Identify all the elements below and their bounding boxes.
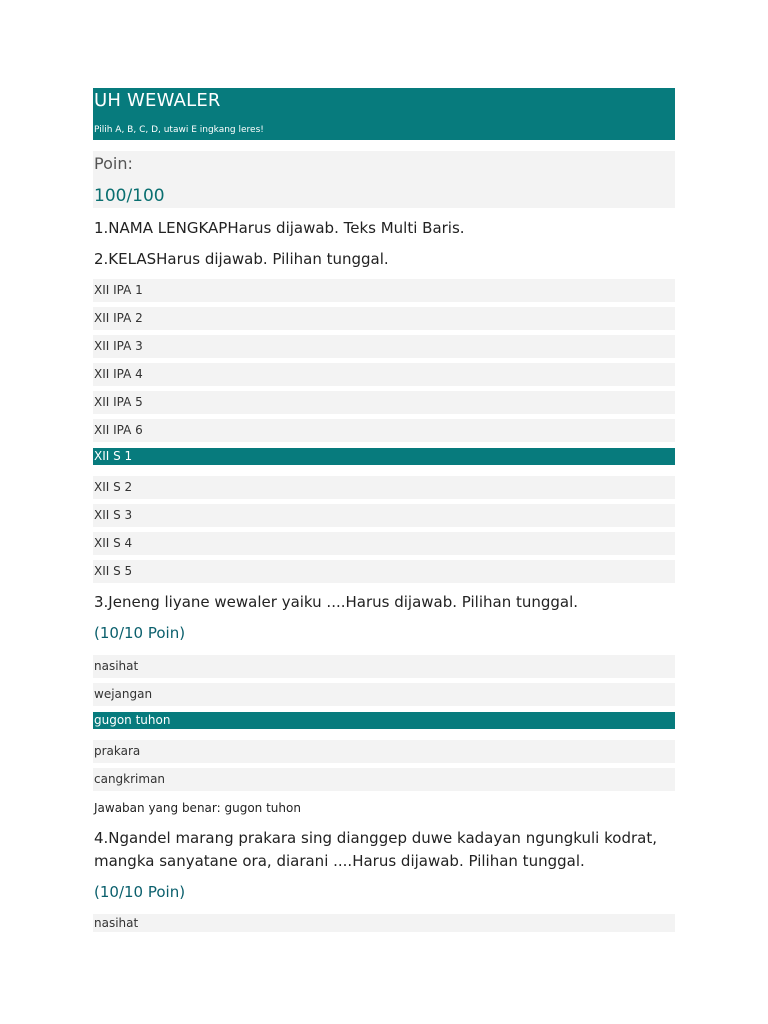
option-wejangan[interactable]: wejangan	[93, 683, 675, 706]
quiz-page	[93, 88, 675, 937]
score-label: Poin:	[94, 154, 133, 173]
option-xii-s-3[interactable]: XII S 3	[93, 504, 675, 527]
quiz-subtitle: Pilih A, B, C, D, utawi E ingkang leres!	[94, 125, 264, 135]
quiz-title: UH WEWALER	[94, 90, 221, 111]
question-3-correct-answer: Jawaban yang benar: gugon tuhon	[94, 801, 301, 815]
question-2-options	[93, 279, 675, 583]
option-xii-ipa-4[interactable]: XII IPA 4	[93, 363, 675, 386]
score-value: 100/100	[94, 186, 165, 206]
question-2-text: 2.KELASHarus dijawab. Pilihan tunggal.	[94, 250, 389, 268]
option-gugon-tuhon-selected[interactable]: gugon tuhon	[93, 712, 675, 729]
question-4-options	[93, 914, 675, 932]
quiz-header	[93, 88, 675, 140]
option-xii-ipa-6[interactable]: XII IPA 6	[93, 419, 675, 442]
option-xii-s-5[interactable]: XII S 5	[93, 560, 675, 583]
option-xii-ipa-1[interactable]: XII IPA 1	[93, 279, 675, 302]
option-prakara[interactable]: prakara	[93, 740, 675, 763]
option-xii-s-2[interactable]: XII S 2	[93, 476, 675, 499]
option-xii-ipa-5[interactable]: XII IPA 5	[93, 391, 675, 414]
question-3-text: 3.Jeneng liyane wewaler yaiku ....Harus dijawab. Pilihan tunggal.	[94, 593, 579, 611]
option-nasihat[interactable]: nasihat	[93, 655, 675, 678]
question-4-text-line-2: mangka sanyatane ora, diarani ....Harus dijawab. Pilihan tunggal.	[94, 852, 585, 870]
option-xii-s-1-selected[interactable]: XII S 1	[93, 448, 675, 465]
option-xii-ipa-3[interactable]: XII IPA 3	[93, 335, 675, 358]
question-3-points: (10/10 Poin)	[94, 624, 186, 642]
question-1-text: 1.NAMA LENGKAPHarus dijawab. Teks Multi Baris.	[94, 219, 465, 237]
question-3-options	[93, 655, 675, 791]
option-cangkriman[interactable]: cangkriman	[93, 768, 675, 791]
option-xii-ipa-2[interactable]: XII IPA 2	[93, 307, 675, 330]
score-box	[93, 151, 675, 208]
question-4-points: (10/10 Poin)	[94, 883, 186, 901]
option-nasihat[interactable]: nasihat	[93, 914, 675, 932]
question-4-text-line-1: 4.Ngandel marang prakara sing dianggep duwe kadayan ngungkuli kodrat,	[94, 829, 657, 847]
option-xii-s-4[interactable]: XII S 4	[93, 532, 675, 555]
